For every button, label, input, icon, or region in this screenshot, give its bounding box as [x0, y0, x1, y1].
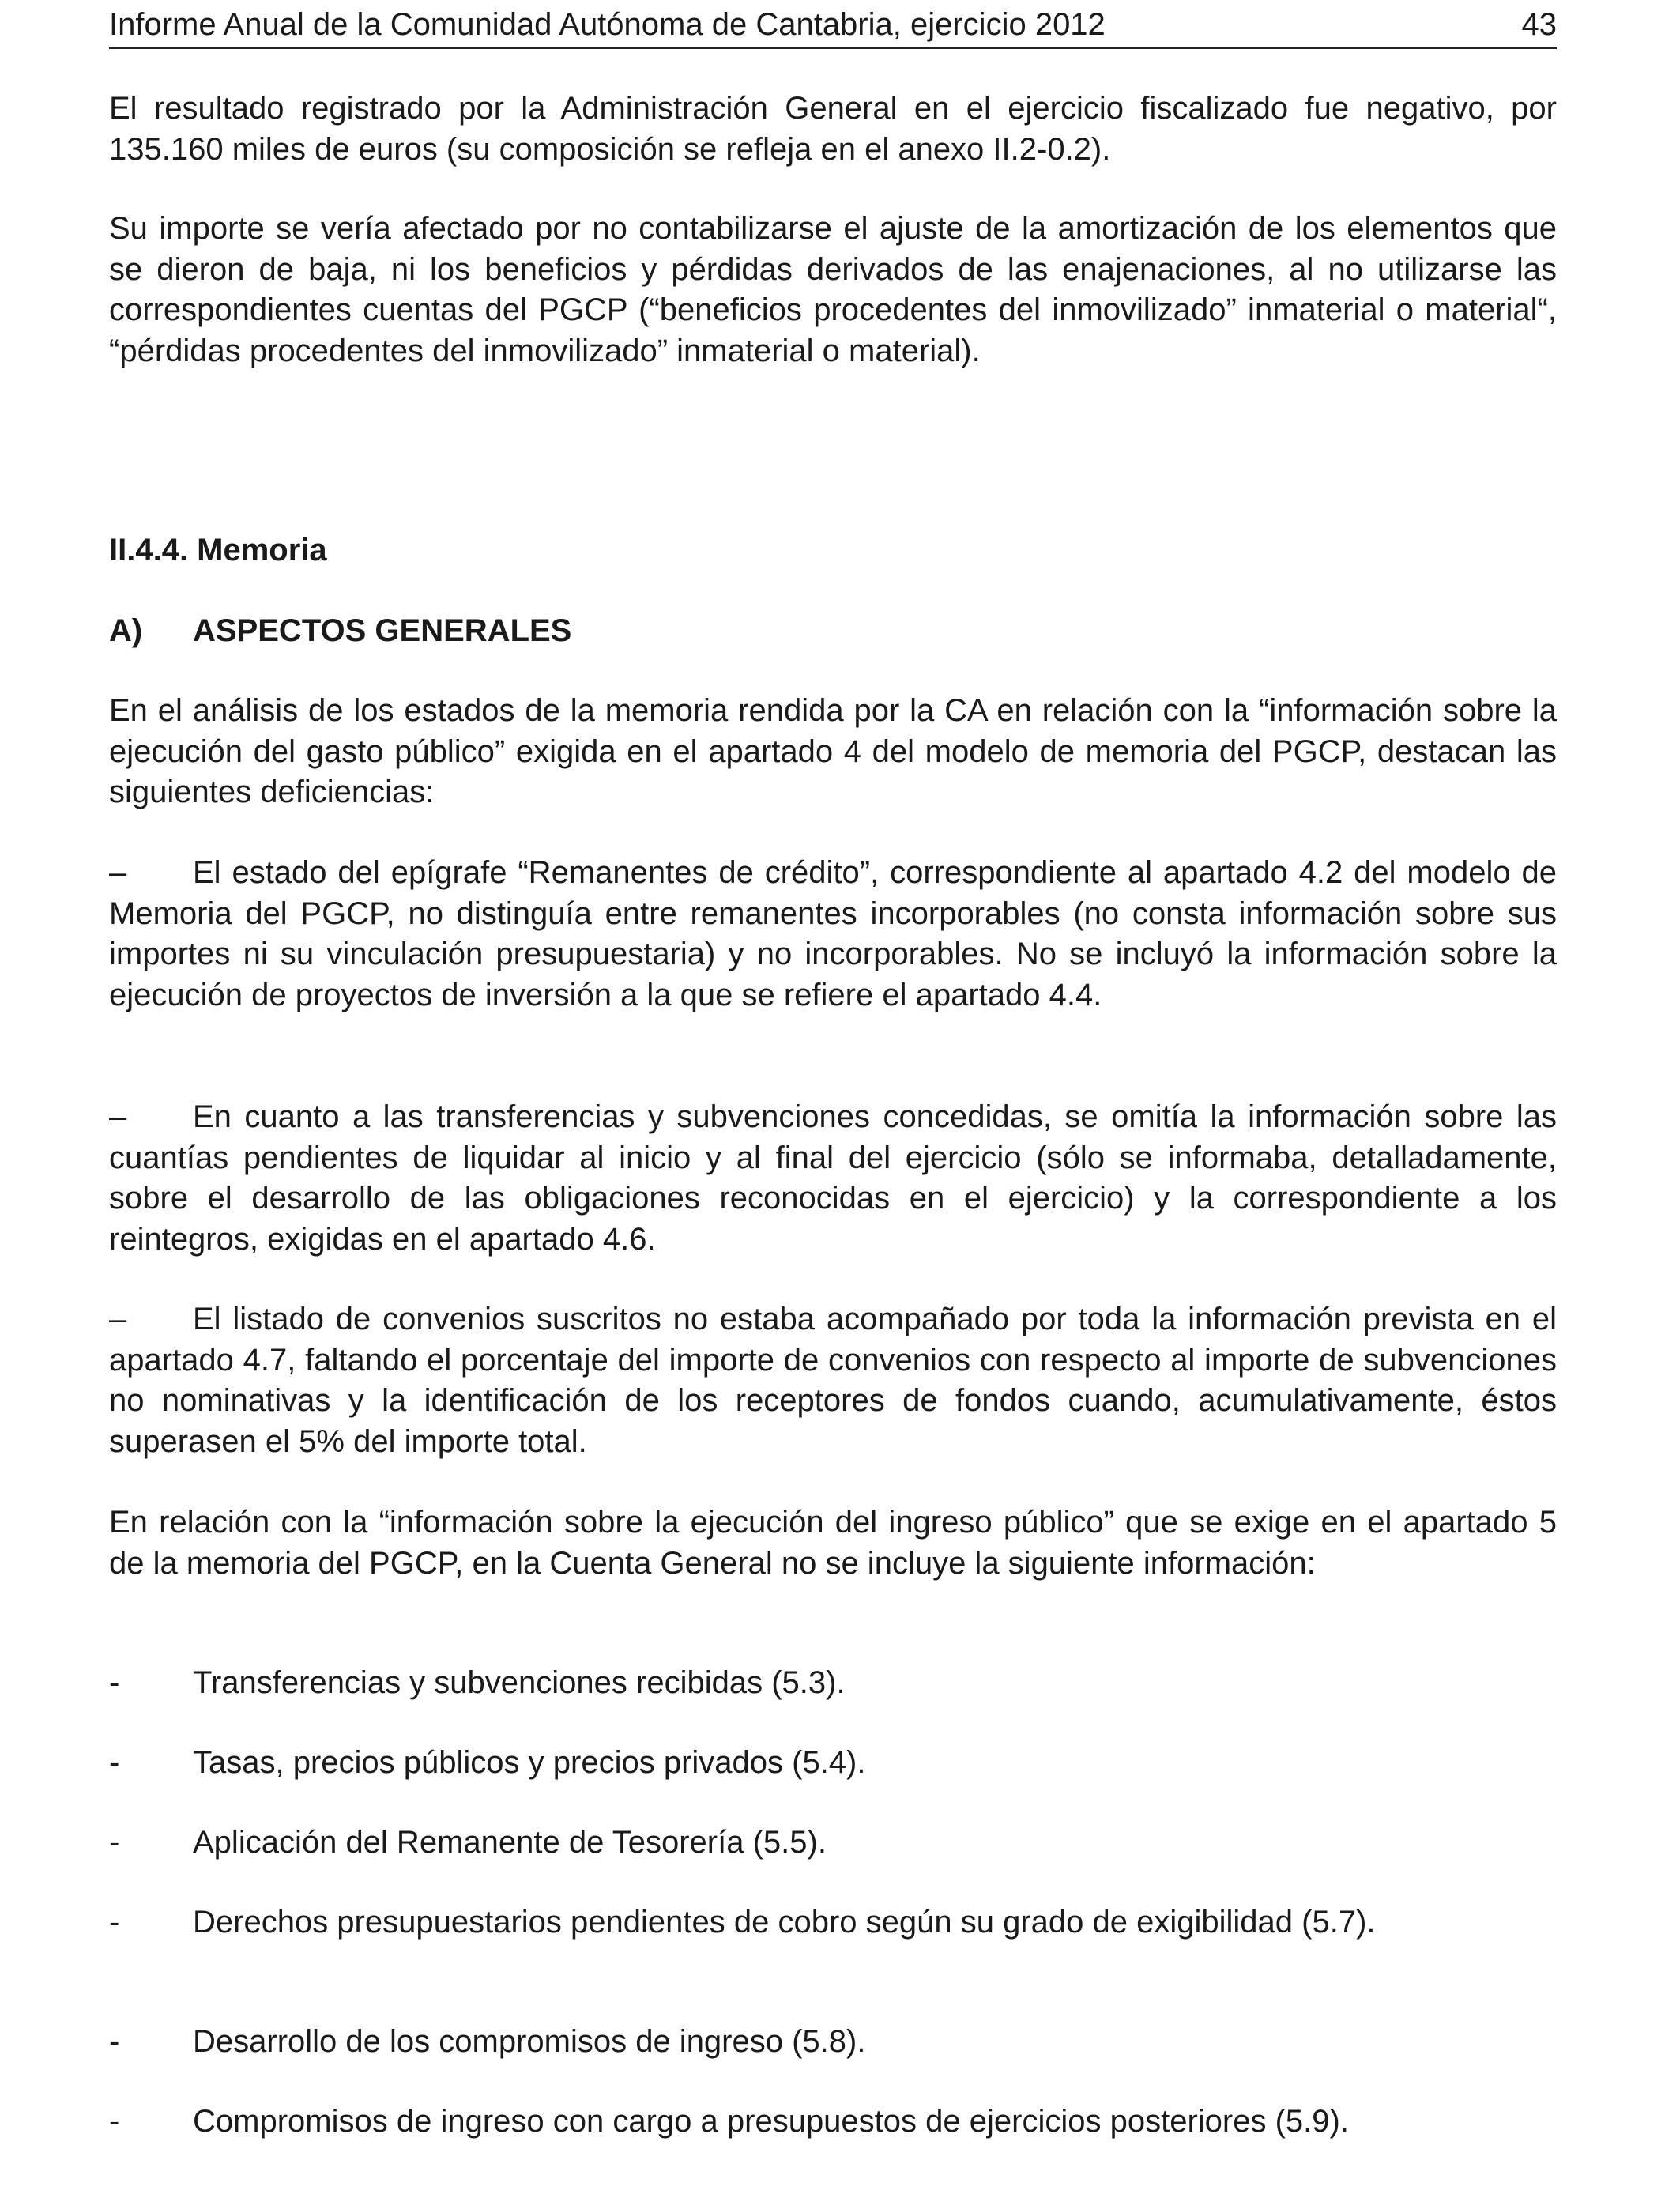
- list-item: Transferencias y subvenciones recibidas (5.3).: [193, 1665, 846, 1700]
- list-bullet: -: [109, 2104, 120, 2139]
- paragraph-importe: Su importe se vería afectado por no contabilizarse el ajuste de la amortización de los elementos que se dieron de baja, ni los beneficios y pérdidas derivados de las enajenaciones, al no utilizarse las correspondientes cuentas del PGCP (“beneficios procedentes del inmovilizado” inmaterial o material“, “pérdidas procedentes del inmovilizado” inmaterial o material).: [109, 211, 1557, 368]
- list-item: Compromisos de ingreso con cargo a presupuestos de ejercicios posteriores (5.9).: [193, 2104, 1349, 2139]
- report-title: Informe Anual de la Comunidad Autónoma de Cantabria, ejercicio 2012: [109, 7, 1106, 42]
- list-bullet: -: [109, 1665, 120, 1700]
- subsection-heading: [109, 610, 572, 651]
- dash-mark: –: [109, 1302, 127, 1336]
- list-bullet: -: [109, 1825, 120, 1860]
- deficiency-item: [109, 1097, 1557, 1260]
- deficiency-item: [109, 853, 1557, 1016]
- list-item: Tasas, precios públicos y precios privados (5.4).: [193, 1745, 866, 1780]
- list-item: Aplicación del Remanente de Tesorería (5.5).: [193, 1825, 827, 1860]
- deficiency-text: El listado de convenios suscritos no estaba acompañado por toda la información prevista en el apartado 4.7, faltando el porcentaje del importe de convenios con respecto al importe de subvenciones no nominativas y la identificación de los receptores de fondos cuando, acumulativamente, éstos superasen el 5% del importe total.: [109, 1302, 1557, 1459]
- deficiency-text: El estado del epígrafe “Remanentes de crédito”, correspondiente al apartado 4.2 del modelo de Memoria del PGCP, no distinguía entre remanentes incorporables (no consta información sobre sus importes ni su vinculación presupuestaria) y no incorporables. No se incluyó la información sobre la ejecución de proyectos de inversión a la que se refiere el apartado 4.4.: [109, 855, 1557, 1012]
- page-number: 43: [1521, 7, 1557, 42]
- page-header: [109, 2, 1557, 49]
- paragraph-ingreso: En relación con la “información sobre la ejecución del ingreso público” que se exige en el apartado 5 de la memoria del PGCP, en la Cuenta General no se incluye la siguiente información:: [109, 1505, 1557, 1581]
- paragraph-analisis: En el análisis de los estados de la memoria rendida por la CA en relación con la “información sobre la ejecución del gasto público” exigida en el apartado 4 del modelo de memoria del PGCP, destacan las siguientes deficiencias:: [109, 693, 1557, 809]
- subsection-letter: A): [109, 613, 143, 648]
- list-bullet: -: [109, 2024, 120, 2059]
- list-bullet: -: [109, 1745, 120, 1780]
- subsection-title: ASPECTOS GENERALES: [193, 613, 572, 648]
- paragraph-resultado: El resultado registrado por la Administración General en el ejercicio fiscalizado fue negativo, por 135.160 miles de euros (su composición se refleja en el anexo II.2-0.2).: [109, 91, 1557, 167]
- list-item: Desarrollo de los compromisos de ingreso (5.8).: [193, 2024, 866, 2059]
- list-item: Derechos presupuestarios pendientes de cobro según su grado de exigibilidad (5.7).: [193, 1905, 1376, 1940]
- dash-mark: –: [109, 855, 127, 890]
- section-title: II.4.4. Memoria: [109, 533, 327, 567]
- deficiency-item: [109, 1299, 1557, 1462]
- dash-mark: –: [109, 1099, 127, 1134]
- list-bullet: -: [109, 1905, 120, 1940]
- deficiency-text: En cuanto a las transferencias y subvenciones concedidas, se omitía la información sobre las cuantías pendientes de liquidar al inicio y al final del ejercicio (sólo se informaba, detalladamente, sobre el desarrollo de las obligaciones reconocidas en el ejercicio) y la correspondiente a los reintegros, exigidas en el apartado 4.6.: [109, 1099, 1557, 1257]
